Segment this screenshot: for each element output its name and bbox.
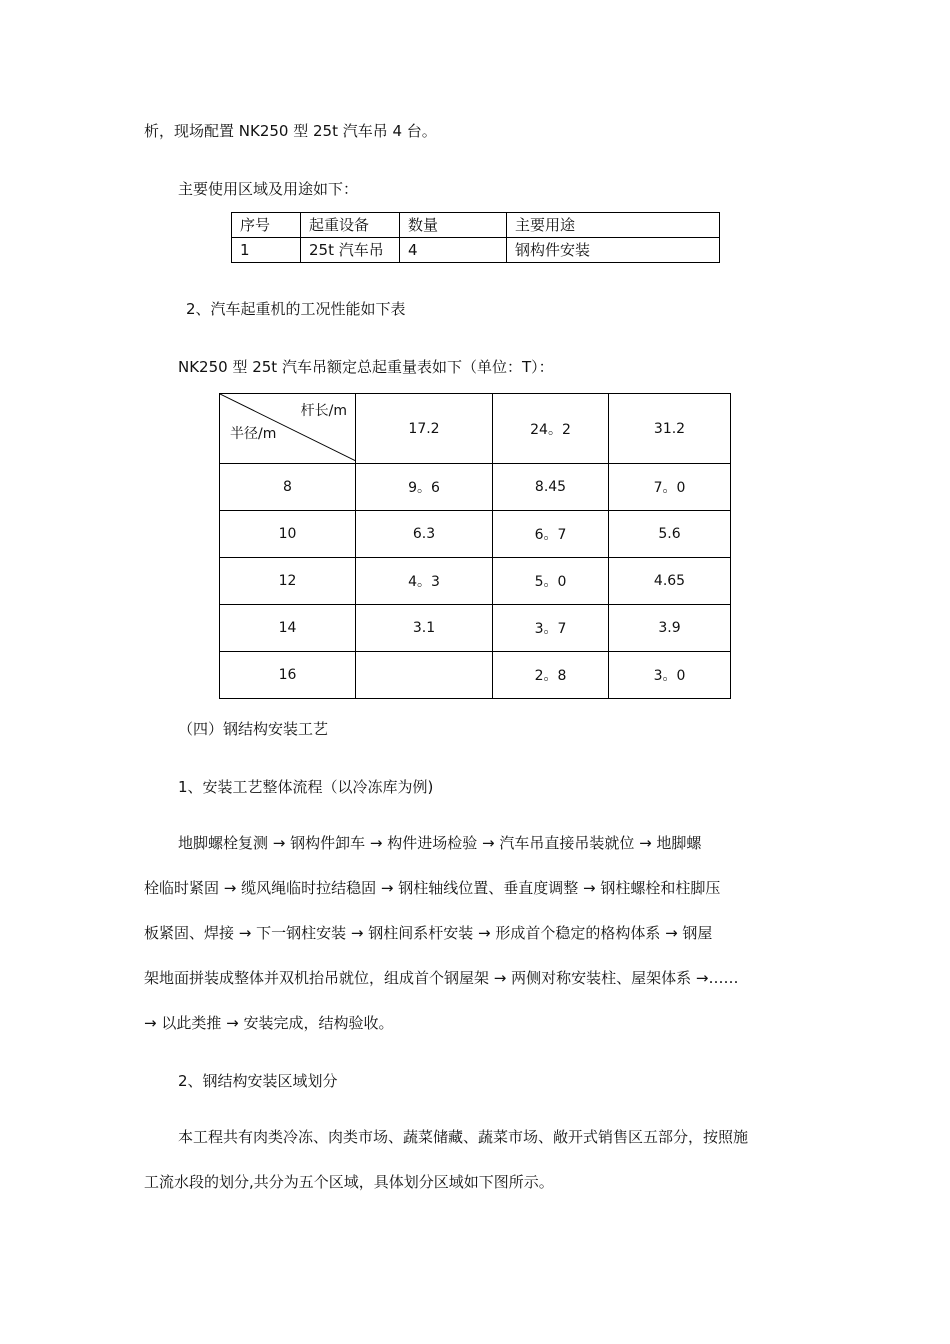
header-cell: 24。2	[493, 394, 609, 464]
radius-cell: 16	[220, 652, 356, 699]
table-row	[220, 605, 731, 652]
header-cell: 数量	[400, 213, 507, 238]
equipment-table	[231, 212, 720, 263]
table-cell: 4.65	[609, 558, 731, 605]
table-header-row	[220, 394, 731, 464]
flow-line: 栓临时紧固 → 缆风绳临时拉结稳固 → 钢柱轴线位置、垂直度调整 → 钢柱螺栓和柱脚压	[144, 879, 721, 897]
table-cell: 5。0	[493, 558, 609, 605]
subheading-zones: 2、钢结构安装区域划分	[178, 1072, 338, 1090]
heading-crane-performance: 2、汽车起重机的工况性能如下表	[186, 300, 406, 318]
radius-cell: 14	[220, 605, 356, 652]
table-cell: 1	[232, 238, 301, 263]
radius-cell: 8	[220, 464, 356, 511]
flow-line: 架地面拼装成整体并双机抬吊就位，组成首个钢屋架 → 两侧对称安装柱、屋架体系 →……	[144, 969, 739, 987]
table-cell: 25t 汽车吊	[301, 238, 400, 263]
table-row	[220, 652, 731, 699]
table-cell: 3.1	[356, 605, 493, 652]
row-axis-label: 半径/m	[230, 426, 277, 442]
table-cell: 3.9	[609, 605, 731, 652]
header-cell: 序号	[232, 213, 301, 238]
crane-capacity-table	[219, 393, 731, 699]
table-cell: 2。8	[493, 652, 609, 699]
table-header-row	[232, 213, 720, 238]
header-cell: 起重设备	[301, 213, 400, 238]
flow-line: → 以此类推 → 安装完成，结构验收。	[144, 1014, 394, 1032]
radius-cell: 10	[220, 511, 356, 558]
table-cell: 3。0	[609, 652, 731, 699]
table-row	[232, 238, 720, 263]
table-cell	[356, 652, 493, 699]
header-cell: 17.2	[356, 394, 493, 464]
corner-header-cell	[220, 394, 356, 464]
header-cell: 31.2	[609, 394, 731, 464]
section-heading: （四）钢结构安装工艺	[178, 720, 329, 738]
zones-paragraph	[144, 1115, 824, 1205]
table-cell: 钢构件安装	[507, 238, 720, 263]
flow-line: 板紧固、焊接 → 下一钢柱安装 → 钢柱间系杆安装 → 形成首个稳定的格构体系 → 钢屋	[144, 924, 713, 942]
table-cell: 5.6	[609, 511, 731, 558]
paragraph-top: 析，现场配置 NK250 型 25t 汽车吊 4 台。	[144, 122, 437, 140]
table-row	[220, 511, 731, 558]
table-cell: 3。7	[493, 605, 609, 652]
process-flow-paragraph	[144, 821, 824, 1046]
table-cell: 9。6	[356, 464, 493, 511]
paragraph-line: 本工程共有肉类冷冻、肉类市场、蔬菜储藏、蔬菜市场、敞开式销售区五部分，按照施	[178, 1128, 749, 1146]
table-row	[220, 464, 731, 511]
table-cell: 7。0	[609, 464, 731, 511]
column-axis-label: 杆长/m	[300, 403, 347, 419]
subheading-process: 1、安装工艺整体流程（以冷冻库为例)	[178, 778, 434, 796]
table-row	[220, 558, 731, 605]
table-cell: 6.3	[356, 511, 493, 558]
header-cell: 主要用途	[507, 213, 720, 238]
table-cell: 8.45	[493, 464, 609, 511]
table-cell: 4	[400, 238, 507, 263]
paragraph-usage: 主要使用区域及用途如下：	[178, 180, 359, 198]
radius-cell: 12	[220, 558, 356, 605]
crane-table-title: NK250 型 25t 汽车吊额定总起重量表如下（单位：T）：	[178, 358, 554, 376]
table-cell: 6。7	[493, 511, 609, 558]
table-cell: 4。3	[356, 558, 493, 605]
paragraph-line: 工流水段的划分,共分为五个区域，具体划分区域如下图所示。	[144, 1173, 554, 1191]
flow-line: 地脚螺栓复测 → 钢构件卸车 → 构件进场检验 → 汽车吊直接吊装就位 → 地脚螺	[178, 834, 702, 852]
